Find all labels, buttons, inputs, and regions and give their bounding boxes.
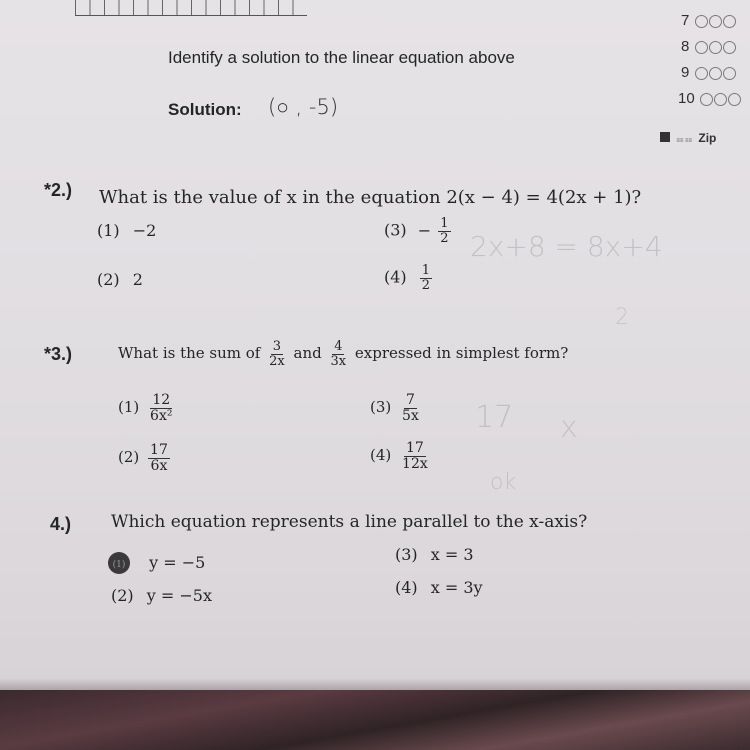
pencil-scribble: x [560,410,578,445]
choice-fraction [148,443,170,473]
choice-value: 2 [132,270,143,289]
answer-row-number: 10 [678,90,695,107]
answer-choice[interactable] [370,441,432,471]
question-prompt: Which equation represents a line parallel to the x-axis? [111,512,588,532]
fraction-denominator: 6x [150,457,168,474]
choice-label: (1) [118,398,140,417]
zip-footer [660,131,716,145]
answer-choice[interactable] [97,270,143,289]
fraction-numerator: 7 [405,392,415,408]
question-number: *2.) [44,180,73,200]
question-number: *3.) [44,344,73,364]
fraction-numerator: 1 [440,216,449,231]
answer-bubble[interactable] [728,93,741,106]
answer-bubble[interactable] [723,41,736,54]
answer-bubble[interactable] [700,93,713,106]
choice-label: (3) [370,398,392,417]
pencil-scribble: 2 [615,305,629,330]
choice-label: (1) [97,221,120,240]
choice-value: y = −5x [146,586,212,605]
answer-choice-selected[interactable] [108,552,205,574]
choice-label: (3) [384,220,407,240]
choice-label: (4) [384,267,407,287]
fraction-denominator: 3x [330,353,347,369]
pencil-scribble: 2x+8 = 8x+4 [470,230,663,263]
prompt-fraction [329,340,349,368]
pencil-scribble: ok [490,470,517,495]
choice-label: (4) [395,578,418,597]
choice-sign: − [417,220,432,240]
carpet-background [0,690,750,750]
answer-row-number: 8 [681,38,690,55]
question-prompt: What is the value of x in the equation 2(x − 4) = 4(2x + 1)? [99,187,642,208]
answer-choice[interactable] [384,264,434,292]
choice-fraction [420,264,432,292]
fraction-numerator: 17 [405,440,424,456]
choice-label: (3) [395,545,418,564]
answer-choice[interactable] [395,578,483,597]
question-number: 4.) [50,514,72,534]
answer-bubble[interactable] [709,41,722,54]
fraction-numerator: 17 [150,442,168,458]
fraction-denominator: 2 [421,277,431,293]
fraction-numerator: 1 [421,263,431,278]
choice-fraction [400,393,421,423]
choice-label: (2) [97,270,120,289]
fraction-denominator: 2 [440,230,449,246]
fraction-numerator: 4 [334,339,343,354]
choice-label: (4) [370,446,392,465]
choice-value: y = −5 [149,552,206,572]
answer-choice[interactable] [111,586,212,605]
answer-bubble[interactable] [714,93,727,106]
prompt-text: and [293,344,322,363]
answer-choice[interactable] [118,393,176,423]
handwritten-solution: (○ , -5) [268,95,339,119]
answer-bubble[interactable] [723,67,736,80]
fine-print: ≡≡ ≡≡ [676,138,693,144]
choice-label: (1) [112,560,126,570]
solution-label: Solution: [168,100,242,119]
fraction-denominator: 12x [402,455,428,472]
prompt-text: What is the sum of [118,344,261,363]
choice-value: x = 3y [430,578,483,597]
answer-row-number: 9 [681,64,690,81]
answer-row-10 [678,90,741,107]
choice-label: (2) [111,586,134,605]
pencil-scribble: 17 [475,400,514,435]
prompt-fraction [267,340,287,368]
choice-label: (2) [118,448,140,467]
answer-bubble[interactable] [709,67,722,80]
fraction-denominator: 6x² [150,407,173,424]
filled-bubble-icon [108,552,130,574]
answer-row-number: 7 [681,12,690,29]
fraction-numerator: 3 [272,339,282,354]
answer-choice[interactable] [370,393,423,423]
choice-fraction [148,393,174,423]
answer-bubble[interactable] [695,67,708,80]
choice-fraction [438,217,450,245]
prompt-text: expressed in simplest form? [354,344,569,363]
answer-bubble[interactable] [695,41,708,54]
square-marker-icon [660,132,670,142]
answer-choice[interactable] [395,545,474,564]
answer-row-9 [681,64,736,81]
instruction-text: Identify a solution to the linear equation above [168,48,515,67]
fraction-denominator: 2x [269,353,285,369]
answer-bubble[interactable] [723,15,736,28]
answer-bubble[interactable] [709,15,722,28]
fraction-numerator: 12 [152,392,171,408]
question-prompt [118,340,568,368]
answer-row-8 [681,38,736,55]
fraction-denominator: 5x [402,407,419,424]
graph-grid-edge [75,0,307,16]
answer-choice[interactable] [384,217,453,245]
answer-choice[interactable] [118,443,172,473]
zip-label: Zip [698,131,717,145]
choice-value: x = 3 [430,545,474,564]
answer-bubble[interactable] [695,15,708,28]
answer-row-7 [681,12,736,29]
choice-value: −2 [132,221,157,240]
answer-choice[interactable] [97,221,156,240]
choice-fraction [400,441,430,471]
